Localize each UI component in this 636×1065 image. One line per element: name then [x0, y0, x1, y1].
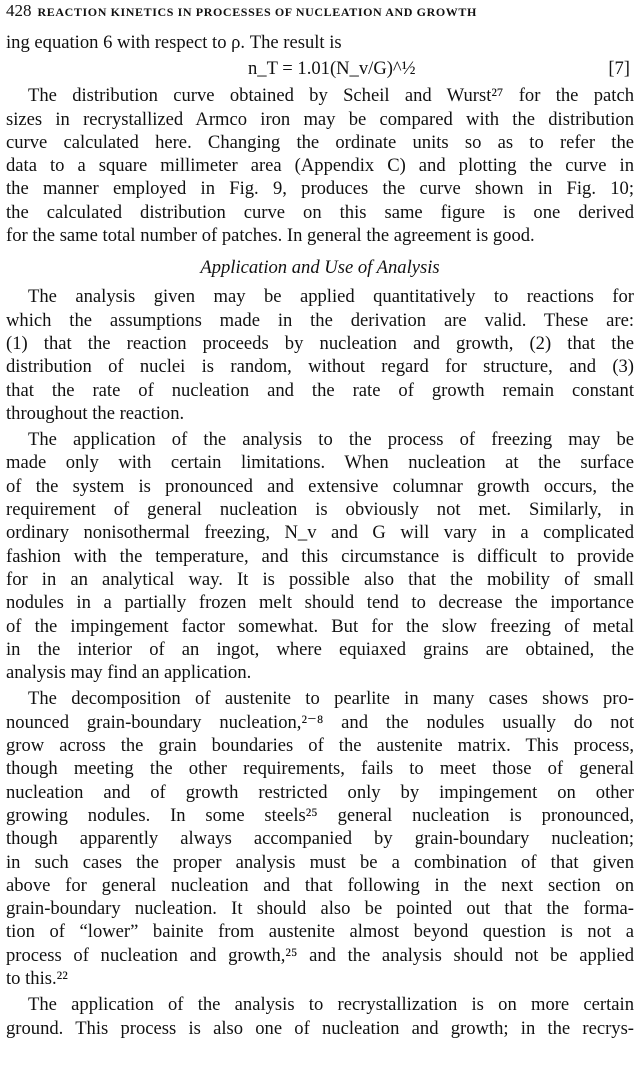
- paragraph-line: that the rate of nucleation and the rate of growth remain constant: [6, 379, 634, 401]
- paragraph-assumptions: [6, 285, 634, 425]
- paragraph-line: analysis may find an application.: [6, 662, 252, 684]
- paragraph-line: above for general nucleation and that following in the next section on: [6, 874, 634, 896]
- paragraph-line: for the same total number of patches. In general the agreement is good.: [6, 225, 535, 247]
- paragraph-freezing: [6, 428, 634, 684]
- paragraph-line: sizes in recrystallized Armco iron may be compared with the distribution: [6, 108, 634, 130]
- paragraph-line: ordinary nonisothermal freezing, N_v and G will vary in a complicated: [6, 522, 634, 544]
- paragraph-line: for in an analytical way. It is possible also that the mobility of small: [6, 568, 634, 590]
- paragraph-line: The application of the analysis to the process of freezing may be: [28, 429, 634, 451]
- paragraph-line: throughout the reaction.: [6, 402, 185, 424]
- continuation-line: ing equation 6 with respect to ρ. The result is: [6, 32, 342, 53]
- paragraph-line: requirement of general nucleation is obviously not met. Similarly, in: [6, 499, 634, 521]
- page-number: 428: [6, 1, 32, 20]
- paragraph-line: which the assumptions made in the derivation are valid. These are:: [6, 309, 634, 331]
- paragraph-line: though apparently always accompanied by grain-boundary nucleation;: [6, 828, 634, 850]
- paragraph-line: though meeting the other requirements, fails to meet those of general: [6, 758, 634, 780]
- paragraph-line: of the system is pronounced and extensive columnar growth occurs, the: [6, 475, 634, 497]
- paragraph-line: nounced grain-boundary nucleation,²⁻⁸ and the nodules usually do not: [6, 711, 634, 733]
- paragraph-line: nodules in a partially frozen melt should tend to decrease the importance: [6, 592, 634, 614]
- paragraph-austenite-decomposition: [6, 687, 634, 990]
- paragraph-line: to this.²²: [6, 967, 68, 989]
- paragraph-line: of the impingement factor somewhat. But for the slow freezing of metal: [6, 615, 634, 637]
- paragraph-line: ground. This process is also one of nucleation and growth; in the recrys-: [6, 1017, 634, 1039]
- paragraph-line: process of nucleation and growth,²⁵ and the analysis should not be applied: [6, 944, 634, 966]
- paragraph-line: The decomposition of austenite to pearlite in many cases shows pro-: [28, 688, 634, 710]
- paragraph-line: grow across the grain boundaries of the austenite matrix. This process,: [6, 735, 634, 757]
- paragraph-line: (1) that the reaction proceeds by nucleation and growth, (2) that the: [6, 332, 634, 354]
- paragraph-distribution-curve: [6, 84, 634, 247]
- paragraph-line: in the interior of an ingot, where equiaxed grains are obtained, the: [6, 638, 634, 660]
- paragraph-line: made only with certain limitations. When nucleation at the surface: [6, 452, 634, 474]
- paragraph-line: data to a square millimeter area (Appendix C) and plotting the curve in: [6, 155, 634, 177]
- paragraph-line: The analysis given may be applied quantitatively to reactions for: [28, 286, 634, 308]
- paragraph-line: The application of the analysis to recrystallization is on more certain: [28, 994, 634, 1016]
- paragraph-line: The distribution curve obtained by Scheil and Wurst²⁷ for the patch: [28, 85, 634, 107]
- running-head: [6, 1, 634, 31]
- equation-number: [7]: [608, 58, 630, 80]
- paragraph-line: fashion with the temperature, and this circumstance is difficult to provide: [6, 545, 634, 567]
- paragraph-line: growing nodules. In some steels²⁵ general nucleation is pronounced,: [6, 804, 634, 826]
- paragraph-line: distribution of nuclei is random, without regard for structure, and (3): [6, 356, 634, 378]
- paragraph-line: the calculated distribution curve on this same figure is one derived: [6, 201, 634, 223]
- running-title: REACTION KINETICS IN PROCESSES OF NUCLEATION AND GROWTH: [37, 5, 477, 19]
- equation-7: [6, 54, 634, 84]
- paragraph-line: in such cases the proper analysis must be a combination of that given: [6, 851, 634, 873]
- paragraph-line: curve calculated here. Changing the ordinate units so as to refer the: [6, 131, 634, 153]
- paragraph-line: nucleation and of growth restricted only by impingement on other: [6, 781, 634, 803]
- paragraph-line: grain-boundary nucleation. It should also be pointed out that the forma-: [6, 898, 634, 920]
- section-heading: Application and Use of Analysis: [200, 257, 440, 279]
- equation-body: n_T = 1.01(N_v/G)^½: [248, 58, 416, 80]
- paragraph-line: the manner employed in Fig. 9, produces the curve shown in Fig. 10;: [6, 178, 634, 200]
- paragraph-recrystallization: [6, 993, 634, 1040]
- document-page: [6, 0, 634, 1040]
- paragraph-line: tion of “lower” bainite from austenite almost beyond question is not a: [6, 921, 634, 943]
